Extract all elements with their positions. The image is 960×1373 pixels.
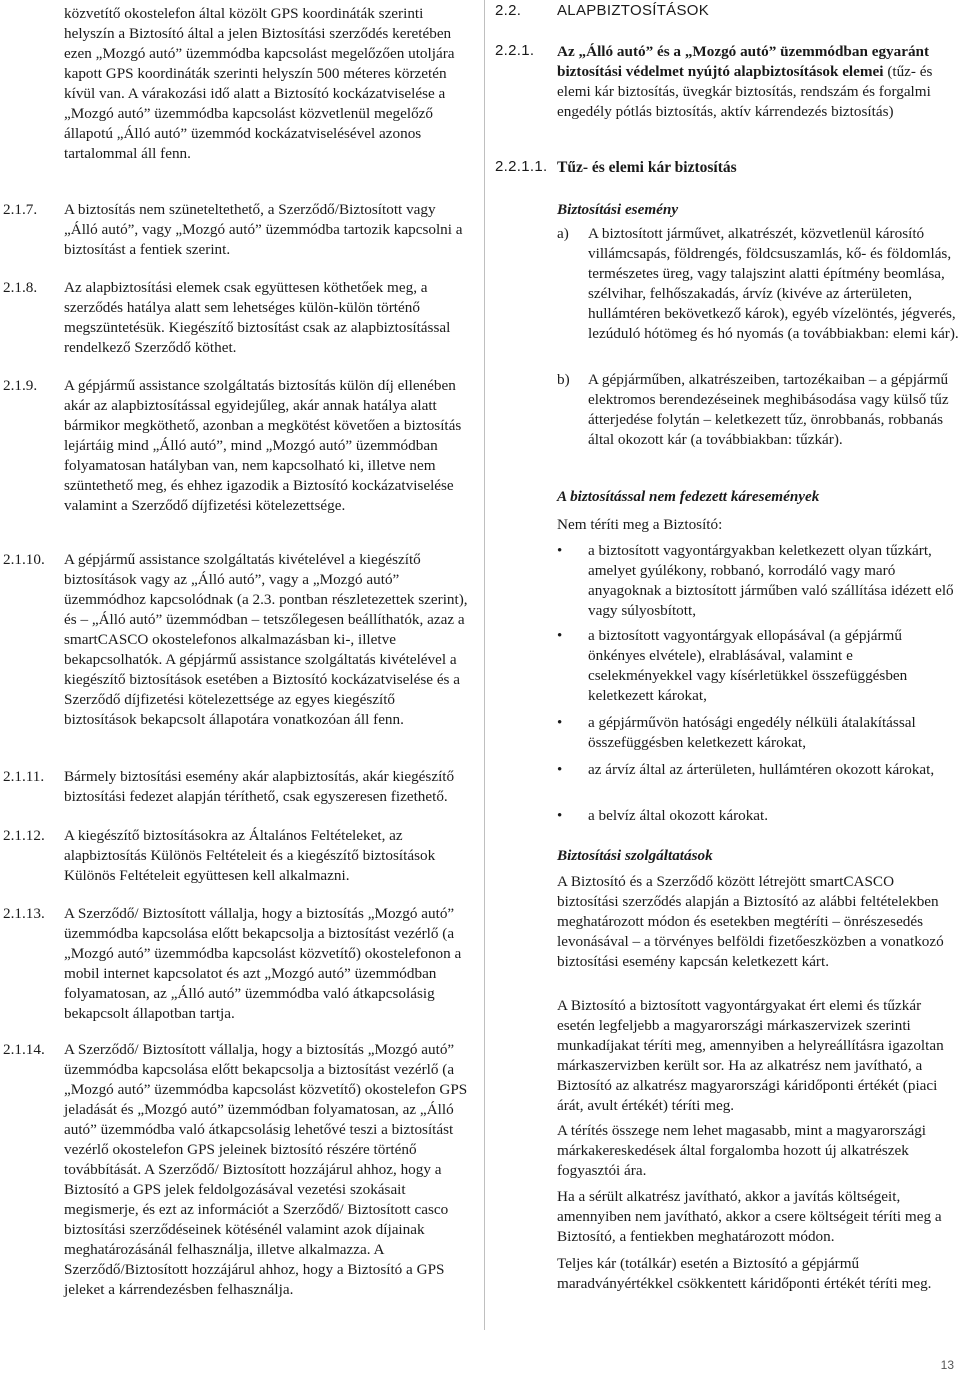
clause-text: Bármely biztosítási esemény akár alapbiztosítás, akár kiegészítő biztosítási fedezet alapján téríthető, csak egyszeresen fizethető. (64, 768, 455, 805)
event-b-text: A gépjárműben, alkatrészeiben, tartozékaiban – a gépjármű elektromos berendezéseinek meghibásodása vagy külső tűz átterjedése folytán – keletkezett tűz, önrobbanás, robbanás által okozott kár (a továbbiakban: tűzkár). (588, 371, 949, 448)
clause-number: 2.1.8. (3, 279, 38, 296)
intro-text: közvetítő okostelefon által közölt GPS koordináták szerinti helyszín a Biztosító által a jelen Biztosítási szerződés keretében ezen „Mozgó autó” üzemmódba kapcsolást megelőzően utoljára kapott GPS koordináták szerinti helyszín 500 méteres körzetén kívül van. A várakozási idő alatt a Biztosító kockázatviselése a „Mozgó autó” üzemmódba kapcsolást közvetlenül megelőző állapotú „Álló autó” üzemmód kockázatviselésével azonos tartalommal áll fenn. (64, 5, 455, 162)
bullet-icon: • (557, 808, 563, 824)
clause-text: A Szerződő/ Biztosított vállalja, hogy a biztosítás „Mozgó autó” üzemmódba kapcsolása előtt bekapcsolja a biztosítást vezérlő (a „Mozgó autó” üzemmódba kapcsolást közvetítő) okostelefon GPS jeladását és „Mozgó autó” üzemmódban folyamatosan, az „Álló autó” üzemmódba való átkapcsolásig lehetővé teszi a biztosítást vezérlő okostelefon GPS jeleinek biztosító részére történő továbbítását. A Szerződő/ Biztosított hozzájárul ahhoz, hogy a Biztosító a GPS jelek feldolgozásával vezetési szokásait megismerje, és ezt az információt a Szerződő/ Biztosított casco biztosítási szerződéseinek kötésénél valamint azok díjainak meghatározásánál felhasználja, illetve alkalmazza. A Szerződő/Biztosított hozzájárul ahhoz, hogy a Biztosító a GPS jeleket a kárrendezésben felhasználja. (64, 1041, 468, 1298)
subsection-detail-text: (tűz- és elemi kár biztosítás, üvegkár biztosítás, rendszám és forgalmi engedély pótlás biztosítás, aktív kárrendezés biztosítás) (557, 63, 933, 120)
exclusion-text: a biztosított vagyontárgyakban keletkezett olyan tűzkárt, amelyet gyúlékony, robbanó, korrodáló vagy maró anyagoknak a biztosított járműben való szállítása idézett elő vagy súlyosbított, (588, 542, 954, 619)
clause-text: A biztosítás nem szüneteltethető, a Szerződő/Biztosított vagy „Álló autó”, vagy „Mozgó autó” üzemmódba tartozik kapcsolni a biztosítást a fentiek szerint. (64, 201, 463, 258)
clause-number: 2.1.7. (3, 201, 38, 218)
clause-number: 2.1.14. (3, 1041, 45, 1058)
clause-text: A Szerződő/ Biztosított vállalja, hogy a biztosítás „Mozgó autó” üzemmódba kapcsolása előtt bekapcsolja a biztosítást vezérlő (a „Mozgó autó” üzemmódba kapcsolást közvetítő) okostelefonon a mobil internet kapcsolatot és azt „Mozgó autó” üzemmódban folyamatosan, az „Álló autó” üzemmódba való átkapcsolásig bekapcsolt állapotban tartja. (64, 905, 462, 1022)
section-number: 2.2. (495, 2, 522, 19)
services-heading: Biztosítási szolgáltatások (557, 847, 713, 864)
services-paragraph: Teljes kár (totálkár) esetén a Biztosító a gépjármű maradványértékkel csökkentett káridőponti értékét téríti meg. (557, 1255, 932, 1292)
clause-number: 2.1.11. (3, 768, 45, 785)
clause-text: A gépjármű assistance szolgáltatás kivételével a kiegészítő biztosítások vagy az „Álló autó”, vagy a „Mozgó autó” üzemmódhoz kapcsolódnak (a 2.3. pontban részletezettek szerint), és – „Álló autó” üzemmódban – tetszőlegesen beállíthatók, azaz a smartCASCO okostelefonos alkalmazásban ki-, illetve bekapcsolhatók. A gépjármű assistance szolgáltatás kivételével a kiegészítő biztosítások esetében a Biztosító kockázatviselése és a Szerződő díjfizetési kötelezettsége az egyes kiegészítő biztosítások bekapcsolt állapotára vonatkozóan áll fenn. (64, 551, 468, 728)
services-paragraph: A Biztosító és a Szerződő között létrejött smartCASCO biztosítási szerződés alapján a Biztosító az alábbi feltételekben meghatározott módon és esetekben megtéríti – önrészesedés levonásával – a törvényes belföldi fizetőeszközben a vonatkozó biztosítási esemény kapcsán keletkezett kárt. (557, 873, 944, 970)
exclusion-text: az árvíz által az árterületen, hullámtéren okozott károkat, (588, 761, 935, 778)
clause-number: 2.1.10. (3, 551, 45, 568)
exclusions-intro: Nem téríti meg a Biztosító: (557, 516, 723, 533)
event-b-label: b) (557, 371, 570, 388)
services-paragraph: A térítés összege nem lehet magasabb, mint a magyarországi márkakereskedések által forgalomba hozott új alkatrészek fogyasztói ára. (557, 1122, 927, 1179)
clause-number: 2.1.9. (3, 377, 38, 394)
column-divider (484, 0, 485, 1330)
intro-paragraph (64, 4, 468, 164)
exclusion-text: a biztosított vagyontárgyak ellopásával (a gépjármű önkényes elvétele), elrablásával, valamint e cselekményekkel vagy kísérletükkel összefüggésben keletkezett károkat, (588, 627, 908, 704)
clause-text: Az alapbiztosítási elemek csak együttesen köthetőek meg, a szerződés hatálya alatt sem lehetséges külön-külön történő megszüntetésük. Kiegészítő biztosítást csak az alapbiztosítással rendelkező Szerződő köthet. (64, 279, 451, 356)
subsection-heading (557, 42, 959, 122)
bullet-icon: • (557, 628, 563, 644)
services-paragraph: A Biztosító a biztosított vagyontárgyakat ért elemi és tűzkár esetén legfeljebb a magyarországi márkaszervizek szerinti munkadíjakat téríti meg, amennyiben a helyreállításra igazoltan márkaszervizben került sor. Ha az alkatrész nem javítható, a Biztosító az alkatrész magyarországi káridőponti értékét (piaci árát, avult értékét) téríti meg. (557, 997, 944, 1114)
subsubsection-title: Tűz- és elemi kár biztosítás (557, 159, 737, 176)
clause-number: 2.1.12. (3, 827, 45, 844)
exclusions-heading: A biztosítással nem fedezett káresemények (557, 488, 820, 505)
clause-number: 2.1.13. (3, 905, 45, 922)
exclusion-text: a gépjárművön hatósági engedély nélküli átalakítással összefüggésben keletkezett károkat, (588, 714, 916, 751)
subsubsection-number: 2.2.1.1. (495, 158, 548, 175)
subsection-number: 2.2.1. (495, 42, 535, 59)
event-a-label: a) (557, 225, 569, 242)
services-paragraph: Ha a sérült alkatrész javítható, akkor a javítás költségeit, amennyiben nem javítható, akkor a csere költségeit téríti meg a Biztosító, a fentiekben meghatározott módon. (557, 1188, 942, 1245)
clause-text: A gépjármű assistance szolgáltatás biztosítás külön díj ellenében akár az alapbiztosítással egyidejűleg, akár annak hatálya alatt bármikor megköthető, azonban a megkötést követően a biztosítás lejártáig mind „Álló autó”, mind „Mozgó autó” üzemmódban folyamatosan hatályban van, nem kapcsolható ki, illetve nem szüntethető meg, és ehhez igazodik a Biztosító kockázatviselése valamint a Szerződő díjfizetési kötelezettsége. (64, 377, 462, 514)
bullet-icon: • (557, 762, 563, 778)
clause-text: A kiegészítő biztosításokra az Általános Feltételeket, az alapbiztosítás Különös Feltételeit és a kiegészítő biztosítások Különös Feltételeit együttesen kell alkalmazni. (64, 827, 436, 884)
exclusion-text: a belvíz által okozott károkat. (588, 807, 769, 824)
event-heading: Biztosítási esemény (557, 201, 679, 218)
event-a-text: A biztosított járművet, alkatrészét, közvetlenül károsító villámcsapás, földrengés, földcsuszamlás, kő- és földomlás, természetes üreg, vagy talajszint alatti építmény beomlása, szélvihar, felhőszakadás, árvíz (kivéve az árterületen, hullámtéren bekövetkező károk), egyéb vízelöntés, jégverés, lezúduló hótömeg és hó nyomás (a továbbiakban: elemi kár). (588, 225, 959, 342)
subsection-bold-text: Az „Álló autó” és a „Mozgó autó” üzemmódban egyaránt biztosítási védelmet nyújtó alapbiztosítások elemei (557, 43, 930, 80)
section-title: ALAPBIZTOSÍTÁSOK (557, 2, 710, 19)
bullet-icon: • (557, 715, 563, 731)
page-number: 13 (940, 1358, 954, 1372)
bullet-icon: • (557, 543, 563, 559)
